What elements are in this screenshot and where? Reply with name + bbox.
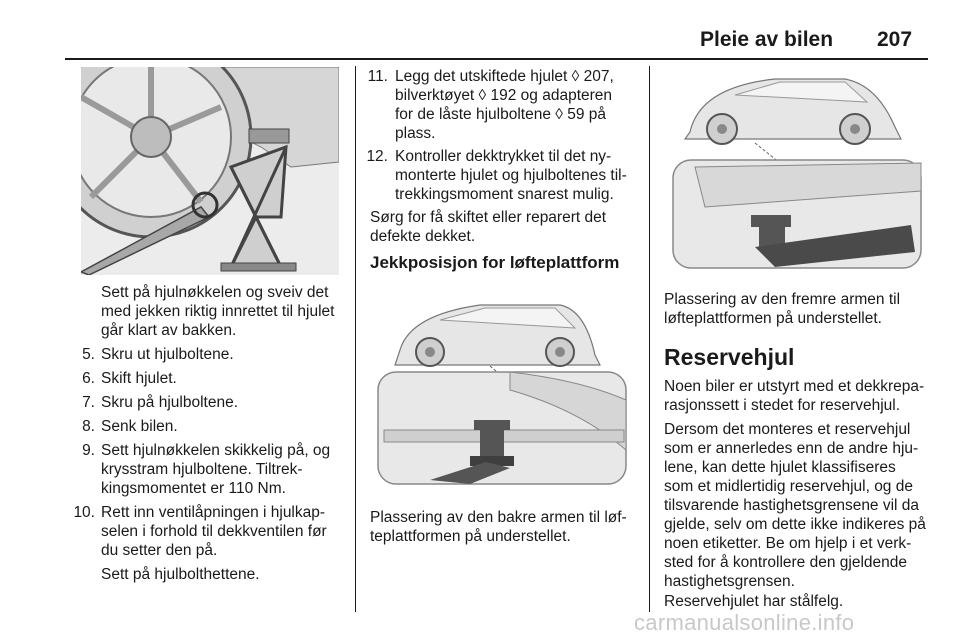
front-lift-point-illustration bbox=[665, 67, 927, 273]
step-number: 10. bbox=[73, 504, 95, 521]
step-text: monterte hjulet og hjulboltenes til- bbox=[395, 167, 627, 184]
paragraph: Dersom det monteres et reservehjul bbox=[664, 421, 911, 438]
jack-caption-line-1: Sett på hjulnøkkelen og sveiv det bbox=[101, 284, 329, 301]
step-text: plass. bbox=[395, 125, 436, 142]
paragraph: Noen biler er utstyrt med et dekkrepa- bbox=[664, 378, 925, 395]
paragraph: som et midlertidig reservehjul, og de bbox=[664, 478, 913, 495]
paragraph: gjelde, selv om dette ikke indikeres på bbox=[664, 516, 926, 533]
paragraph: noen etiketter. Be om hjelp i et verk- bbox=[664, 535, 912, 552]
step-text: krysstram hjulboltene. Tiltrek- bbox=[101, 461, 303, 478]
page-header-title: Pleie av bilen bbox=[700, 28, 834, 51]
paragraph: defekte dekket. bbox=[370, 228, 476, 245]
step-number: 9. bbox=[82, 442, 95, 459]
rear-lift-point-illustration bbox=[370, 280, 633, 498]
rear-caption-line-1: Plassering av den bakre armen til løf- bbox=[370, 509, 627, 526]
jack-illustration bbox=[81, 67, 339, 275]
jack-caption-line-3: går klart av bakken. bbox=[101, 322, 237, 339]
step-text: kingsmomentet er 110 Nm. bbox=[101, 480, 286, 497]
section-heading: Jekkposisjon for løfteplattform bbox=[370, 253, 620, 272]
step-number: 8. bbox=[82, 418, 95, 435]
step-number: 5. bbox=[82, 346, 95, 363]
step-number: 6. bbox=[82, 370, 95, 387]
step-text: Senk bilen. bbox=[101, 418, 178, 435]
step-text: du setter den på. bbox=[101, 542, 218, 559]
step-text: Sett hjulnøkkelen skikkelig på, og bbox=[101, 442, 331, 459]
front-caption-line-1: Plassering av den fremre armen til bbox=[664, 291, 901, 308]
step-text: Skift hjulet. bbox=[101, 370, 177, 387]
page-number: 207 bbox=[877, 28, 913, 51]
paragraph: rasjonssett i stedet for reservehjul. bbox=[664, 397, 901, 414]
paragraph: hastighetsgrensen. bbox=[664, 573, 795, 590]
step-text: Rett inn ventilåpningen i hjulkap- bbox=[101, 504, 326, 521]
step-number: 7. bbox=[82, 394, 95, 411]
step-text: Skru ut hjulboltene. bbox=[101, 346, 234, 363]
step-text: for de låste hjulboltene ◊ 59 på bbox=[395, 106, 607, 123]
jack-caption-line-2: med jekken riktig innrettet til hjulet bbox=[101, 303, 335, 320]
step-text: bilverktøyet ◊ 192 og adapteren bbox=[395, 87, 613, 104]
step-text: selen i forhold til dekkventilen før bbox=[101, 523, 327, 540]
paragraph: Reservehjulet har stålfelg. bbox=[664, 593, 844, 610]
step-note: Sett på hjulbolthettene. bbox=[101, 566, 260, 583]
paragraph: lene, kan dette hjulet klassifiseres bbox=[664, 459, 896, 476]
column-divider-right bbox=[649, 66, 650, 612]
header-rule bbox=[65, 58, 928, 60]
rear-caption-line-2: teplattformen på understellet. bbox=[370, 528, 571, 545]
step-number: 12. bbox=[366, 148, 388, 165]
step-number: 11. bbox=[367, 68, 388, 85]
step-text: Skru på hjulboltene. bbox=[101, 394, 239, 411]
paragraph: Sørg for få skiftet eller reparert det bbox=[370, 209, 607, 226]
watermark: carmanualsonline.info bbox=[634, 610, 855, 635]
paragraph: sted for å kontrollere den gjeldende bbox=[664, 554, 907, 571]
step-text: Legg det utskiftede hjulet ◊ 207, bbox=[395, 68, 614, 85]
front-caption-line-2: løfteplattformen på understellet. bbox=[664, 310, 882, 327]
step-text: Kontroller dekktrykket til det ny- bbox=[395, 148, 612, 165]
step-text: trekkingsmoment snarest mulig. bbox=[395, 186, 614, 203]
paragraph: tilsvarende hastighetsgrensene vil da bbox=[664, 497, 920, 514]
column-divider-left bbox=[355, 66, 356, 612]
section-heading: Reservehjul bbox=[664, 344, 795, 370]
paragraph: som er annerledes enn de andre hju- bbox=[664, 440, 919, 457]
